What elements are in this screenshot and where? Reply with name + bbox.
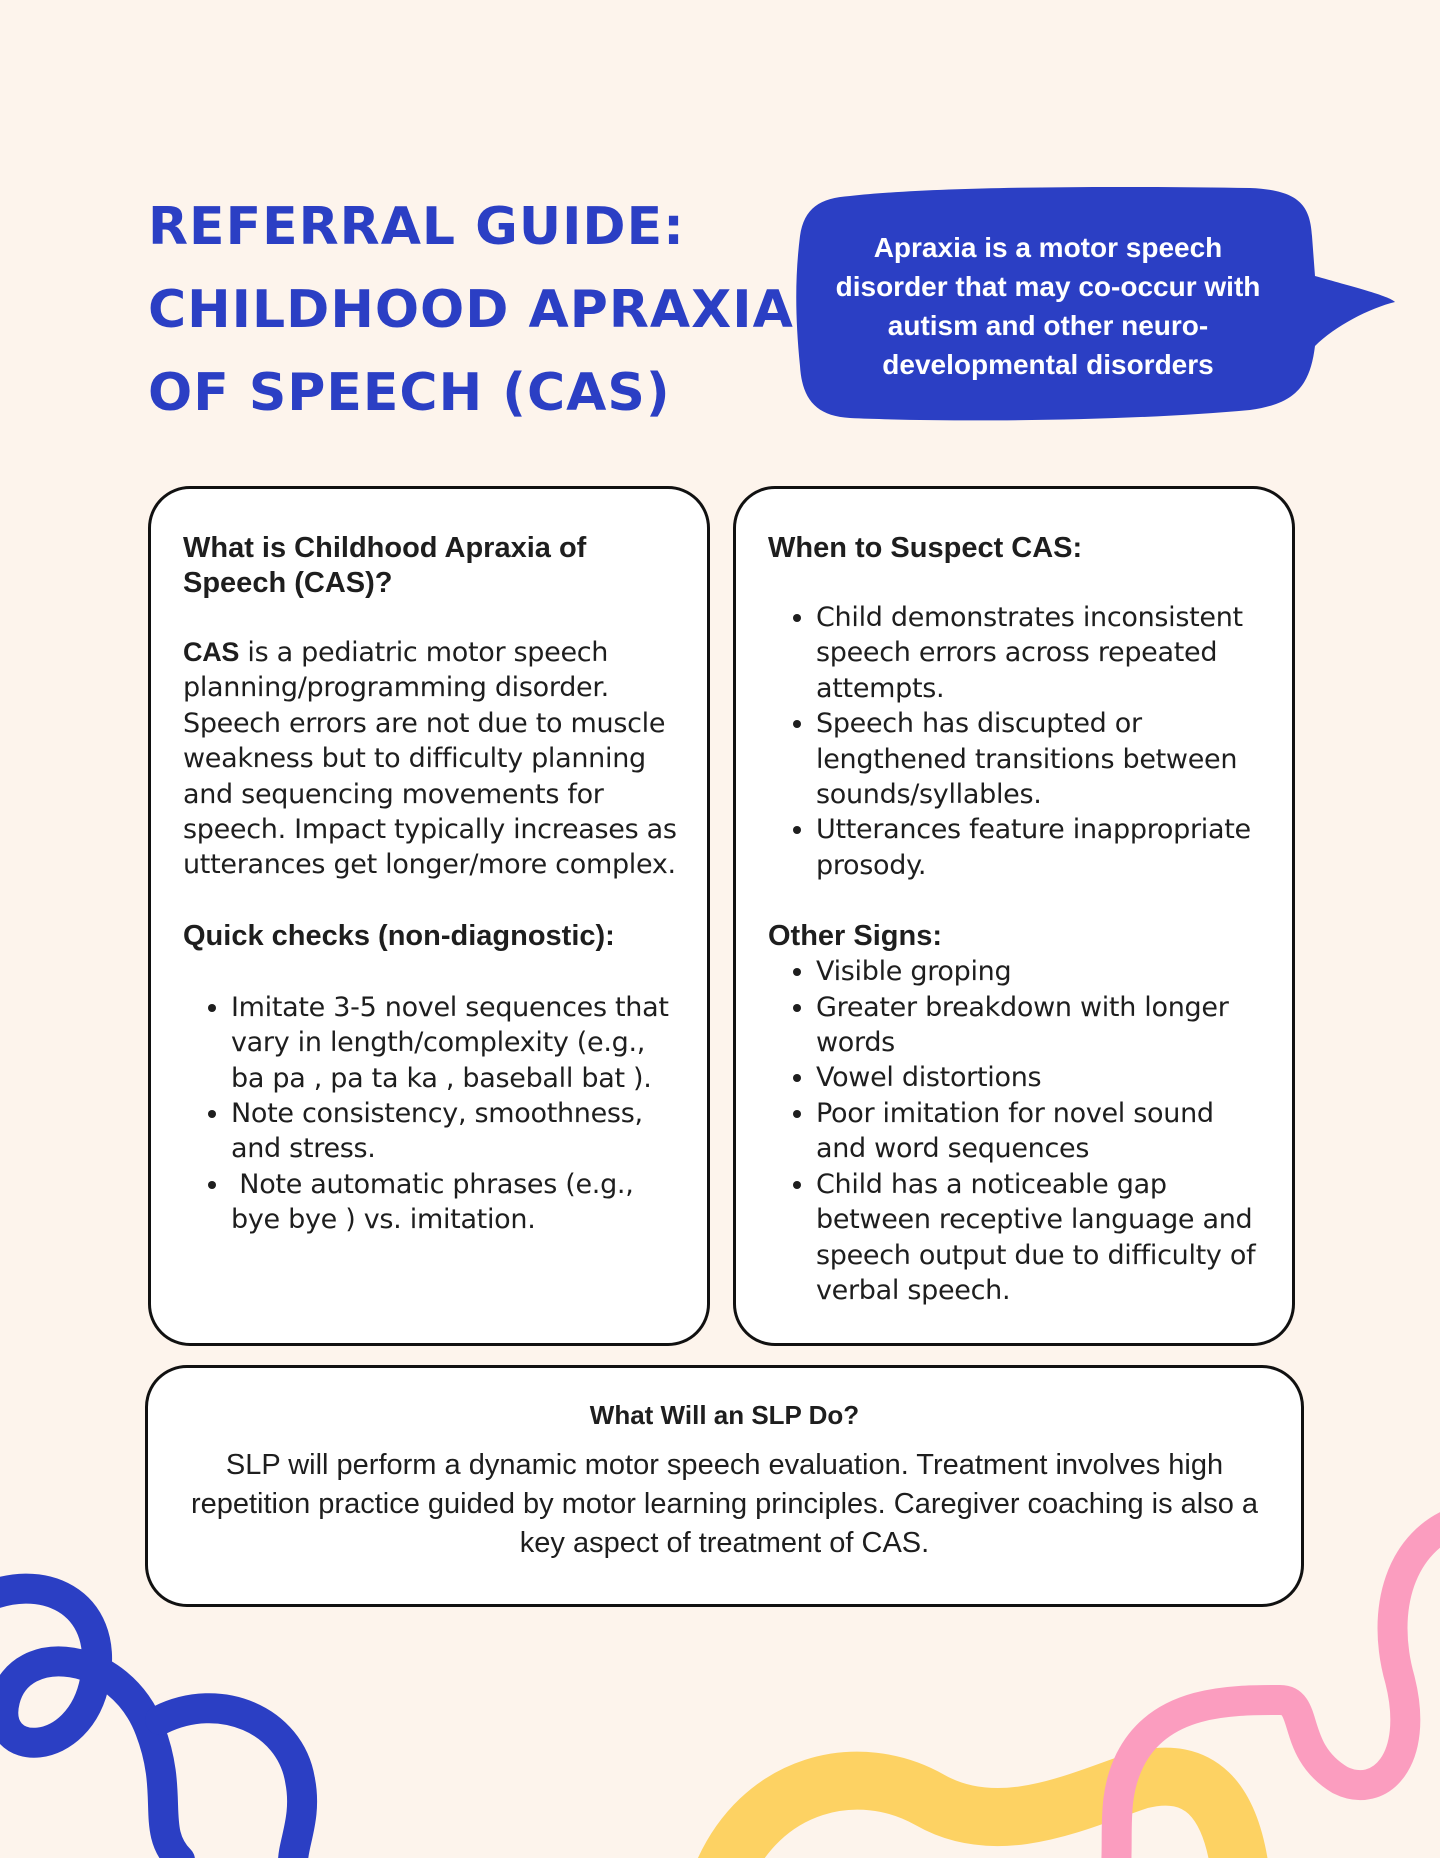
when-to-suspect-card	[733, 486, 1295, 1346]
callout-text: Apraxia is a motor speech disorder that may co-occur with autism and other neuro-developmental disorders	[835, 232, 1261, 380]
list-item: • Note consistency, smoothness, and stress.	[231, 1096, 677, 1167]
list-item: • Child demonstrates inconsistent speech errors across repeated attempts.	[816, 600, 1264, 706]
when-to-suspect-heading: When to Suspect CAS:	[768, 532, 1083, 564]
list-item: • Imitate 3-5 novel sequences that vary in length/complexity (e.g., ba pa , pa ta ka , baseball bat ).	[231, 990, 677, 1096]
quick-checks-heading: Quick checks (non-diagnostic):	[183, 919, 615, 952]
yellow-squiggle	[720, 1777, 1240, 1858]
quick-checks-list	[183, 990, 677, 1238]
list-item: • Poor imitation for novel sound and word sequences	[816, 1096, 1264, 1167]
other-signs-list	[768, 954, 1264, 1308]
list-item: • Utterances feature inappropriate prosody.	[816, 812, 1264, 883]
cas-definition-text: is a pediatric motor speech planning/programming disorder. Speech errors are not due to muscle weakness but to difficulty planning and sequencing movements for speech. Impact typically increases as utterances get longer/more complex.	[183, 637, 677, 881]
list-item: • Vowel distortions	[816, 1060, 1264, 1095]
blue-squiggle	[0, 1589, 180, 1858]
slp-heading: What Will an SLP Do?	[589, 1400, 860, 1430]
list-item: • Visible groping	[816, 954, 1264, 989]
what-is-cas-heading: What is Childhood Apraxia of Speech (CAS)?	[183, 532, 587, 599]
title-line-3: OF SPEECH (CAS)	[148, 363, 671, 423]
title-line-2: CHILDHOOD APRAXIA	[148, 280, 794, 340]
what-is-cas-card	[148, 486, 710, 1346]
page-title	[148, 186, 794, 435]
list-item: • Greater breakdown with longer words	[816, 990, 1264, 1061]
slp-card	[145, 1365, 1304, 1607]
title-line-1: REFERRAL GUIDE:	[148, 197, 685, 257]
suspect-list	[768, 600, 1264, 883]
list-item: • Note automatic phrases (e.g., bye bye ) vs. imitation.	[231, 1167, 677, 1238]
other-signs-heading: Other Signs:	[768, 920, 943, 953]
list-item: • Speech has discupted or lengthened transitions between sounds/syllables.	[816, 706, 1264, 812]
slp-text: SLP will perform a dynamic motor speech evaluation. Treatment involves high repetition practice guided by motor learning principles. Caregiver coaching is also a key aspect of treatment of CAS.	[190, 1449, 1259, 1559]
list-item: • Child has a noticeable gap between receptive language and speech output due to difficulty of verbal speech.	[816, 1167, 1264, 1309]
cas-term: CAS	[183, 637, 240, 667]
cas-definition	[183, 635, 677, 883]
